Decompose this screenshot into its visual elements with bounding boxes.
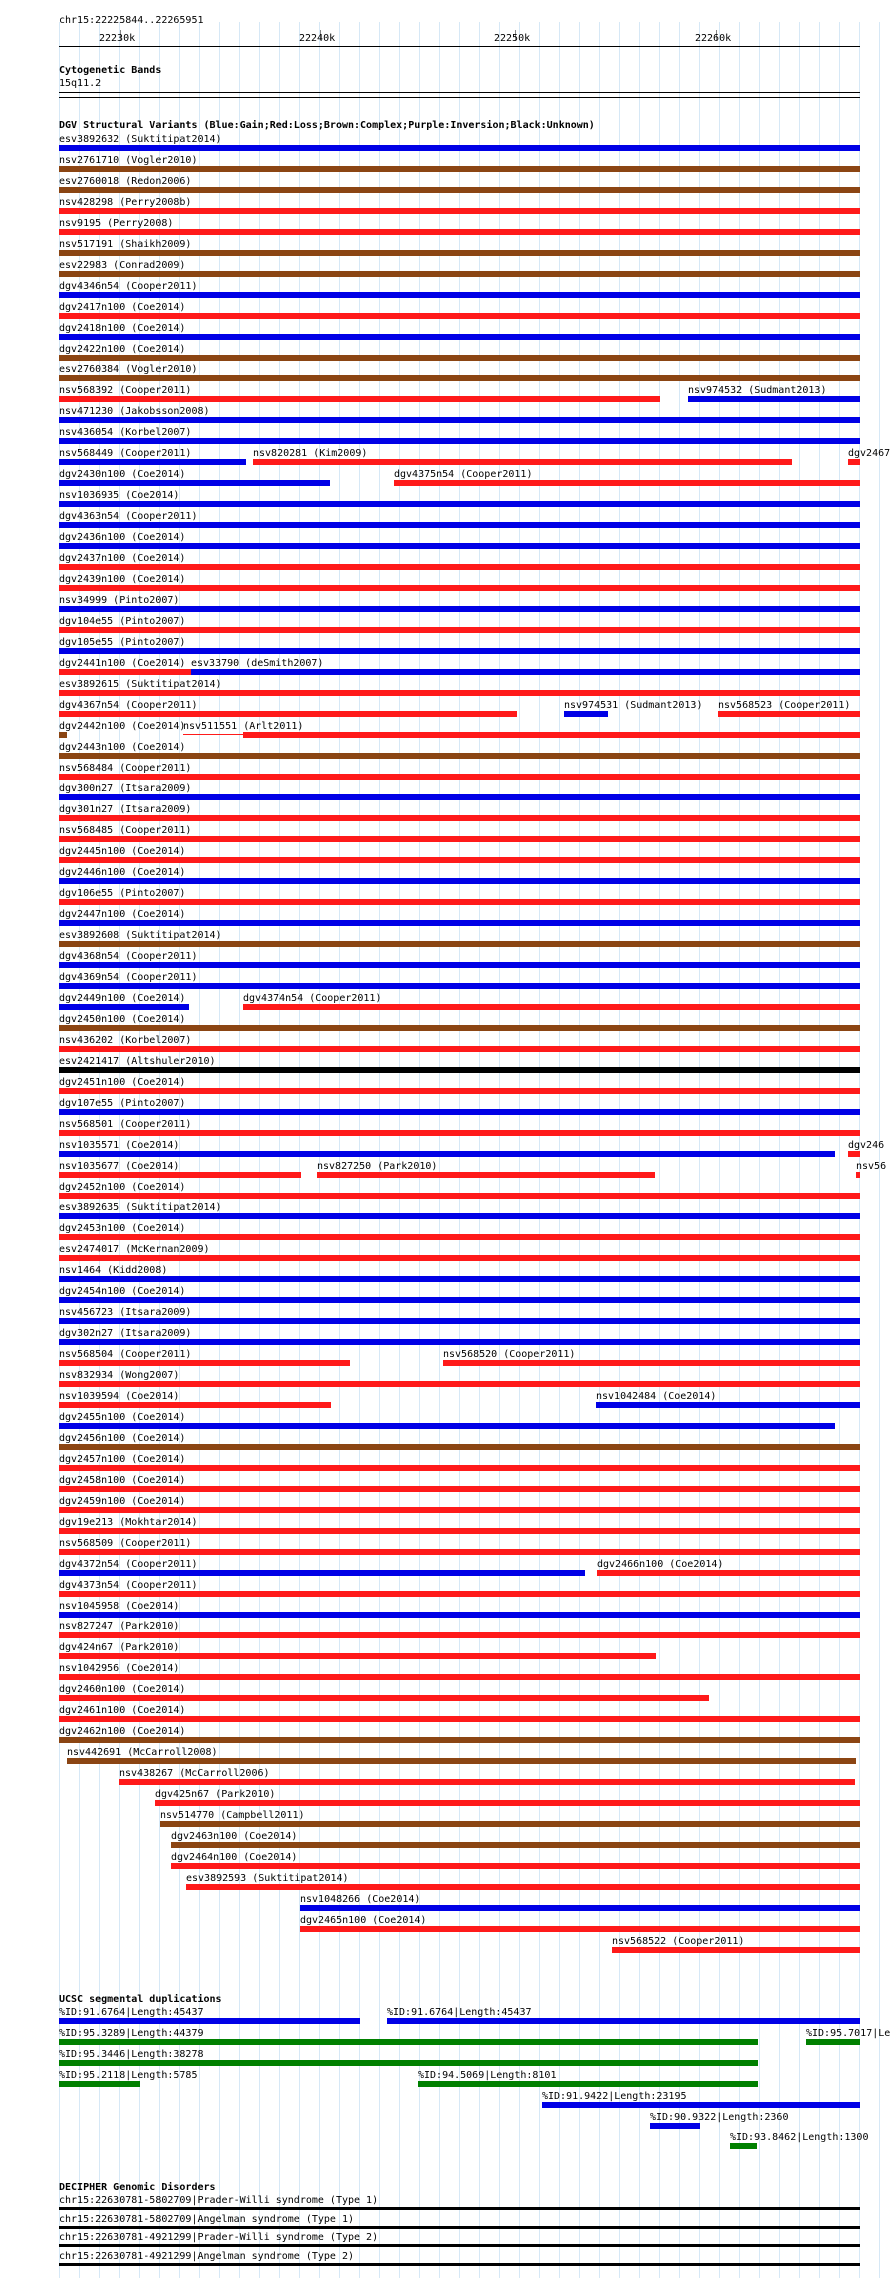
decipher-feature-bar[interactable] [59,2207,860,2210]
segdup-feature-bar[interactable] [542,2102,860,2108]
dgv-feature-bar[interactable] [59,1234,860,1240]
dgv-feature-bar[interactable] [59,564,860,570]
dgv-feature-bar[interactable] [155,1800,860,1806]
dgv-feature-label[interactable]: esv22983 (Conrad2009) [59,259,186,271]
dgv-feature-bar[interactable] [59,229,860,235]
dgv-feature-label[interactable]: nsv1036935 (Coe2014) [59,490,180,502]
dgv-feature-label[interactable]: nsv568520 (Cooper2011) [443,1349,576,1361]
dgv-feature-label[interactable]: nsv514770 (Campbell2011) [160,1810,305,1821]
segdup-feature-label[interactable]: %ID:95.3289|Length:44379 [59,2027,204,2039]
dgv-feature-bar[interactable] [59,271,860,277]
dgv-feature-bar[interactable] [186,1884,860,1890]
dgv-feature-bar[interactable] [59,732,67,738]
cytoband-label: 15q11.2 [59,78,102,89]
dgv-feature-label[interactable]: nsv9195 (Perry2008) [59,217,174,229]
dgv-feature-bar[interactable] [59,1632,860,1638]
dgv-feature-label[interactable]: dgv2422n100 (Coe2014) [59,343,186,355]
dgv-feature-bar[interactable] [59,1046,860,1052]
dgv-feature-label[interactable]: nsv517191 (Shaikh2009) [59,238,192,250]
dgv-feature-label[interactable]: nsv820281 (Kim2009) [253,448,368,460]
dgv-feature-bar[interactable] [317,1172,655,1178]
segdup-feature-label[interactable]: %ID:94.5069|Length:8101 [418,2069,557,2081]
dgv-feature-label[interactable]: dgv4373n54 (Cooper2011) [59,1579,198,1591]
dgv-feature-bar[interactable] [59,459,246,465]
dgv-feature-bar[interactable] [59,145,860,151]
dgv-feature-label[interactable]: dgv2418n100 (Coe2014) [59,322,186,334]
dgv-feature-bar[interactable] [59,501,860,507]
dgv-feature-label[interactable]: dgv4368n54 (Cooper2011) [59,951,198,963]
dgv-feature-label[interactable]: nsv568523 (Cooper2011) [718,699,851,711]
dgv-feature-bar[interactable] [718,711,860,717]
dgv-feature-label[interactable]: dgv104e55 (Pinto2007) [59,615,186,627]
dgv-feature-label[interactable]: esv3892593 (Suktitipat2014) [186,1872,349,1884]
dgv-feature-bar[interactable] [191,669,860,675]
dgv-feature-label[interactable]: dgv2437n100 (Coe2014) [59,553,186,564]
dgv-feature-bar[interactable] [59,857,860,863]
dgv-feature-bar[interactable] [59,920,860,926]
segdup-feature-label[interactable]: %ID:90.9322|Length:2360 [650,2111,789,2123]
dgv-feature-label[interactable]: nsv456723 (Itsara2009) [59,1307,192,1319]
dgv-feature-bar[interactable] [59,1318,860,1324]
dgv-feature-label[interactable]: dgv424n67 (Park2010) [59,1642,180,1654]
segdup-feature-label[interactable]: %ID:93.8462|Length:1300 [730,2132,869,2144]
dgv-feature-label[interactable]: nsv436054 (Korbel2007) [59,427,192,439]
dgv-feature-bar[interactable] [59,1130,860,1136]
dgv-feature-bar[interactable] [59,417,860,423]
dgv-feature-label[interactable]: dgv2464n100 (Coe2014) [171,1851,298,1863]
dgv-track-title: DGV Structural Variants (Blue:Gain;Red:Loss;Brown:Complex;Purple:Inversion;Black:Unknown) [59,120,595,131]
decipher-feature-label[interactable]: chr15:22630781-4921299|Angelman syndrome (Type 2) [59,2250,355,2262]
dgv-feature-bar[interactable] [59,334,860,340]
decipher-feature-bar[interactable] [59,2244,860,2247]
dgv-feature-bar[interactable] [300,1926,860,1932]
dgv-feature-label[interactable]: nsv827250 (Park2010) [317,1160,438,1172]
dgv-feature-bar[interactable] [59,1612,860,1618]
dgv-feature-label[interactable]: dgv302n27 (Itsara2009) [59,1328,192,1340]
dgv-feature-bar[interactable] [59,1172,301,1178]
dgv-feature-label[interactable]: dgv4363n54 (Cooper2011) [59,511,198,523]
dgv-feature-label[interactable]: esv2760018 (Redon2006) [59,175,192,187]
dgv-feature-label[interactable]: nsv436202 (Korbel2007) [59,1034,192,1046]
dgv-feature-bar[interactable] [243,732,860,738]
dgv-feature-label[interactable]: dgv300n27 (Itsara2009) [59,783,192,795]
dgv-feature-label[interactable]: dgv2454n100 (Coe2014) [59,1286,186,1298]
dgv-feature-label[interactable]: nsv568522 (Cooper2011) [612,1935,745,1947]
dgv-feature-label[interactable]: nsv1039594 (Coe2014) [59,1391,180,1402]
dgv-feature-label[interactable]: dgv2450n100 (Coe2014) [59,1013,186,1025]
dgv-feature-bar[interactable] [59,1465,860,1471]
dgv-feature-label[interactable]: dgv2460n100 (Coe2014) [59,1684,186,1696]
dgv-feature-label[interactable]: nsv1042484 (Coe2014) [596,1391,717,1402]
dgv-feature-label[interactable]: nsv1042956 (Coe2014) [59,1663,180,1675]
dgv-feature-label[interactable]: nsv511551 (Arlt2011) [183,720,304,732]
dgv-feature-label[interactable]: dgv2441n100 (Coe2014) [59,657,186,669]
dgv-feature-bar[interactable] [243,1004,860,1010]
dgv-feature-label[interactable]: esv33790 (deSmith2007) [191,657,324,669]
dgv-feature-bar[interactable] [848,459,860,465]
dgv-feature-bar[interactable] [59,774,860,780]
segdup-feature-bar[interactable] [59,2081,140,2087]
dgv-feature-label[interactable]: esv3892632 (Suktitipat2014) [59,134,222,145]
dgv-feature-bar[interactable] [443,1360,860,1366]
dgv-feature-label[interactable]: dgv2445n100 (Coe2014) [59,846,186,858]
dgv-feature-bar[interactable] [59,1088,860,1094]
dgv-feature-label[interactable]: nsv438267 (McCarroll2006) [119,1768,270,1780]
dgv-feature-bar[interactable] [59,1674,860,1680]
segdup-track-title: UCSC segmental duplications [59,1994,222,2005]
segdup-feature-bar[interactable] [730,2143,757,2149]
dgv-feature-label[interactable]: nsv442691 (McCarroll2008) [67,1747,218,1759]
dgv-feature-label[interactable]: dgv2459n100 (Coe2014) [59,1495,186,1507]
dgv-feature-bar[interactable] [59,648,860,654]
dgv-feature-bar[interactable] [59,1339,860,1345]
cytoband-bar-lower [59,97,860,98]
dgv-feature-label[interactable]: dgv2446n100 (Coe2014) [59,867,186,879]
decipher-feature-label[interactable]: chr15:22630781-4921299|Prader-Willi syndrome (Type 2) [59,2232,379,2243]
dgv-feature-label[interactable]: dgv2466n100 (Coe2014) [597,1558,724,1570]
dgv-feature-label[interactable]: dgv425n67 (Park2010) [155,1789,276,1801]
dgv-feature-bar[interactable] [59,1570,585,1576]
dgv-feature-label[interactable]: dgv2449n100 (Coe2014) [59,992,186,1004]
dgv-feature-bar[interactable] [59,396,660,402]
dgv-feature-bar[interactable] [59,522,860,528]
segdup-feature-label[interactable]: %ID:95.7017|Le [806,2027,890,2039]
dgv-feature-label[interactable]: dgv19e213 (Mokhtar2014) [59,1516,198,1528]
segdup-feature-bar[interactable] [59,2060,758,2066]
dgv-feature-bar[interactable] [596,1402,860,1408]
dgv-feature-bar[interactable] [119,1779,855,1785]
dgv-feature-bar[interactable] [59,438,860,444]
dgv-feature-label[interactable]: nsv471230 (Jakobsson2008) [59,406,210,418]
decipher-feature-bar[interactable] [59,2226,860,2229]
dgv-feature-label[interactable]: esv3892635 (Suktitipat2014) [59,1202,222,1214]
dgv-feature-label[interactable]: dgv301n27 (Itsara2009) [59,804,192,816]
ruler-tick-label: 22260k [695,33,732,44]
dgv-feature-bar[interactable] [59,794,860,800]
dgv-feature-label[interactable]: nsv1464 (Kidd2008) [59,1265,168,1277]
dgv-feature-label[interactable]: esv2474017 (McKernan2009) [59,1244,210,1256]
dgv-feature-bar[interactable] [59,1151,835,1157]
dgv-feature-bar[interactable] [59,627,860,633]
dgv-feature-label[interactable]: nsv827247 (Park2010) [59,1621,180,1633]
dgv-feature-label[interactable]: dgv2458n100 (Coe2014) [59,1474,186,1486]
dgv-feature-bar[interactable] [59,606,860,612]
dgv-feature-label[interactable]: dgv107e55 (Pinto2007) [59,1097,186,1109]
dgv-feature-bar[interactable] [59,1423,835,1429]
dgv-feature-bar[interactable] [59,187,860,193]
segdup-feature-label[interactable]: %ID:91.6764|Length:45437 [387,2007,532,2018]
dgv-feature-label[interactable]: esv3892608 (Suktitipat2014) [59,930,222,942]
dgv-feature-bar[interactable] [59,962,860,968]
dgv-feature-label[interactable]: nsv428298 (Perry2008b) [59,196,192,208]
dgv-feature-bar[interactable] [59,292,860,298]
dgv-feature-bar[interactable] [59,1653,656,1659]
dgv-feature-bar[interactable] [59,1360,350,1366]
dgv-feature-bar[interactable] [59,815,860,821]
dgv-feature-bar[interactable] [59,1528,860,1534]
dgv-feature-label[interactable]: dgv2456n100 (Coe2014) [59,1432,186,1444]
dgv-feature-label[interactable]: esv3892615 (Suktitipat2014) [59,678,222,690]
dgv-feature-label[interactable]: dgv246 [848,1139,885,1151]
decipher-feature-label[interactable]: chr15:22630781-5802709|Prader-Willi syndrome (Type 1) [59,2195,379,2206]
dgv-feature-bar[interactable] [59,313,860,319]
dgv-feature-connector [183,734,243,735]
dgv-feature-label[interactable]: nsv1035677 (Coe2014) [59,1160,180,1172]
segdup-feature-label[interactable]: %ID:95.3446|Length:38278 [59,2048,204,2060]
dgv-feature-label[interactable]: nsv56 [856,1160,887,1172]
dgv-feature-bar[interactable] [597,1570,860,1576]
dgv-feature-label[interactable]: dgv2443n100 (Coe2014) [59,741,186,753]
dgv-feature-bar[interactable] [59,1486,860,1492]
dgv-feature-label[interactable]: dgv2467 [848,448,890,460]
dgv-feature-label[interactable]: dgv2439n100 (Coe2014) [59,573,186,585]
dgv-feature-label[interactable]: dgv4372n54 (Cooper2011) [59,1558,198,1570]
dgv-feature-bar[interactable] [59,1067,860,1073]
dgv-feature-bar[interactable] [59,1297,860,1303]
dgv-feature-bar[interactable] [59,1591,860,1597]
dgv-feature-label[interactable]: nsv832934 (Wong2007) [59,1370,180,1382]
ruler-tick-label: 22250k [494,33,531,44]
dgv-feature-label[interactable]: nsv1045958 (Coe2014) [59,1600,180,1612]
dgv-feature-bar[interactable] [171,1863,860,1869]
dgv-feature-bar[interactable] [59,1549,860,1555]
dgv-feature-label[interactable]: dgv2417n100 (Coe2014) [59,301,186,313]
dgv-feature-bar[interactable] [59,1381,860,1387]
dgv-feature-label[interactable]: dgv4346n54 (Cooper2011) [59,280,198,292]
dgv-feature-label[interactable]: dgv2457n100 (Coe2014) [59,1453,186,1465]
dgv-feature-bar[interactable] [59,543,860,549]
dgv-feature-bar[interactable] [59,1004,189,1010]
location-label: chr15:22225844..22265951 [59,15,204,26]
segdup-feature-label[interactable]: %ID:91.9422|Length:23195 [542,2090,687,2102]
dgv-feature-bar[interactable] [59,1695,709,1701]
segdup-feature-bar[interactable] [650,2123,700,2129]
dgv-feature-label[interactable]: dgv2463n100 (Coe2014) [171,1830,298,1842]
dgv-feature-label[interactable]: esv2760384 (Vogler2010) [59,364,198,376]
dgv-feature-label[interactable]: dgv2436n100 (Coe2014) [59,532,186,544]
dgv-feature-bar[interactable] [856,1172,860,1178]
dgv-feature-bar[interactable] [59,585,860,591]
dgv-feature-label[interactable]: nsv974531 (Sudmant2013) [564,699,703,711]
ruler-tick-label: 22240k [299,33,336,44]
dgv-feature-bar[interactable] [59,1025,860,1031]
ruler-line [59,46,860,47]
dgv-feature-label[interactable]: dgv2447n100 (Coe2014) [59,909,186,921]
dgv-feature-bar[interactable] [612,1947,860,1953]
dgv-feature-label[interactable]: dgv4367n54 (Cooper2011) [59,699,198,711]
dgv-feature-bar[interactable] [59,1402,331,1408]
dgv-feature-label[interactable]: dgv105e55 (Pinto2007) [59,636,186,648]
dgv-feature-label[interactable]: dgv2465n100 (Coe2014) [300,1914,427,1926]
dgv-feature-bar[interactable] [59,690,860,696]
dgv-feature-label[interactable]: nsv1035571 (Coe2014) [59,1139,180,1151]
dgv-feature-bar[interactable] [59,753,860,759]
dgv-feature-label[interactable]: dgv2442n100 (Coe2014) [59,720,186,732]
dgv-feature-bar[interactable] [59,375,860,381]
dgv-feature-bar[interactable] [59,1213,860,1219]
segdup-feature-label[interactable]: %ID:91.6764|Length:45437 [59,2007,204,2018]
dgv-feature-bar[interactable] [253,459,792,465]
dgv-feature-bar[interactable] [564,711,608,717]
cytogenetic-title: Cytogenetic Bands [59,65,162,76]
cytoband-bar [59,92,860,93]
dgv-feature-bar[interactable] [59,1444,860,1450]
dgv-feature-bar[interactable] [59,480,330,486]
dgv-feature-label[interactable]: nsv34999 (Pinto2007) [59,594,180,606]
dgv-feature-label[interactable]: dgv2461n100 (Coe2014) [59,1705,186,1717]
dgv-feature-bar[interactable] [394,480,860,486]
dgv-feature-bar[interactable] [59,711,517,717]
dgv-feature-label[interactable]: nsv568449 (Cooper2011) [59,448,192,460]
dgv-feature-label[interactable]: dgv2462n100 (Coe2014) [59,1726,186,1738]
dgv-feature-bar[interactable] [59,1737,860,1743]
segdup-feature-bar[interactable] [806,2039,860,2045]
dgv-feature-bar[interactable] [688,396,860,402]
dgv-feature-label[interactable]: nsv568504 (Cooper2011) [59,1349,192,1361]
dgv-feature-label[interactable]: nsv974532 (Sudmant2013) [688,385,827,397]
dgv-feature-label[interactable]: nsv568392 (Cooper2011) [59,385,192,397]
dgv-feature-label[interactable]: nsv568509 (Cooper2011) [59,1537,192,1549]
dgv-feature-label[interactable]: dgv4369n54 (Cooper2011) [59,972,198,983]
dgv-feature-bar[interactable] [848,1151,860,1157]
dgv-feature-bar[interactable] [171,1842,860,1848]
dgv-feature-label[interactable]: nsv2761710 (Vogler2010) [59,154,198,166]
ruler-tick-label: 22230k [99,33,136,44]
dgv-feature-bar[interactable] [59,899,860,905]
dgv-feature-label[interactable]: esv2421417 (Altshuler2010) [59,1055,216,1067]
dgv-feature-label[interactable]: nsv1048266 (Coe2014) [300,1893,421,1905]
dgv-feature-label[interactable]: dgv2453n100 (Coe2014) [59,1223,186,1235]
dgv-feature-label[interactable]: dgv4375n54 (Cooper2011) [394,469,533,481]
dgv-feature-label[interactable]: nsv568501 (Cooper2011) [59,1118,192,1130]
decipher-feature-label[interactable]: chr15:22630781-5802709|Angelman syndrome (Type 1) [59,2213,355,2225]
dgv-feature-label[interactable]: dgv106e55 (Pinto2007) [59,888,186,900]
dgv-feature-bar[interactable] [59,1716,860,1722]
dgv-feature-bar[interactable] [59,1276,860,1282]
dgv-feature-label[interactable]: dgv2452n100 (Coe2014) [59,1181,186,1193]
dgv-feature-bar[interactable] [59,878,860,884]
segdup-feature-bar[interactable] [387,2018,860,2024]
dgv-feature-bar[interactable] [59,355,860,361]
segdup-feature-bar[interactable] [59,2039,758,2045]
decipher-track-title: DECIPHER Genomic Disorders [59,2182,216,2193]
dgv-feature-label[interactable]: nsv568484 (Cooper2011) [59,762,192,774]
dgv-feature-bar[interactable] [59,1109,860,1115]
decipher-feature-bar[interactable] [59,2263,860,2266]
dgv-feature-label[interactable]: dgv2455n100 (Coe2014) [59,1411,186,1423]
dgv-feature-bar[interactable] [67,1758,856,1764]
dgv-feature-label[interactable]: dgv2430n100 (Coe2014) [59,469,186,481]
segdup-feature-bar[interactable] [418,2081,758,2087]
dgv-feature-label[interactable]: nsv568485 (Cooper2011) [59,825,192,837]
segdup-feature-label[interactable]: %ID:95.2118|Length:5785 [59,2069,198,2081]
dgv-feature-bar[interactable] [59,1255,860,1261]
dgv-feature-bar[interactable] [59,941,860,947]
dgv-feature-bar[interactable] [160,1821,860,1827]
dgv-feature-bar[interactable] [59,208,860,214]
dgv-feature-bar[interactable] [59,983,860,989]
dgv-feature-bar[interactable] [59,166,860,172]
dgv-feature-bar[interactable] [300,1905,860,1911]
dgv-feature-bar[interactable] [59,250,860,256]
segdup-feature-bar[interactable] [59,2018,360,2024]
dgv-feature-label[interactable]: dgv4374n54 (Cooper2011) [243,992,382,1004]
dgv-feature-label[interactable]: dgv2451n100 (Coe2014) [59,1076,186,1088]
dgv-feature-bar[interactable] [59,836,860,842]
dgv-feature-bar[interactable] [59,1193,860,1199]
dgv-feature-bar[interactable] [59,1507,860,1513]
